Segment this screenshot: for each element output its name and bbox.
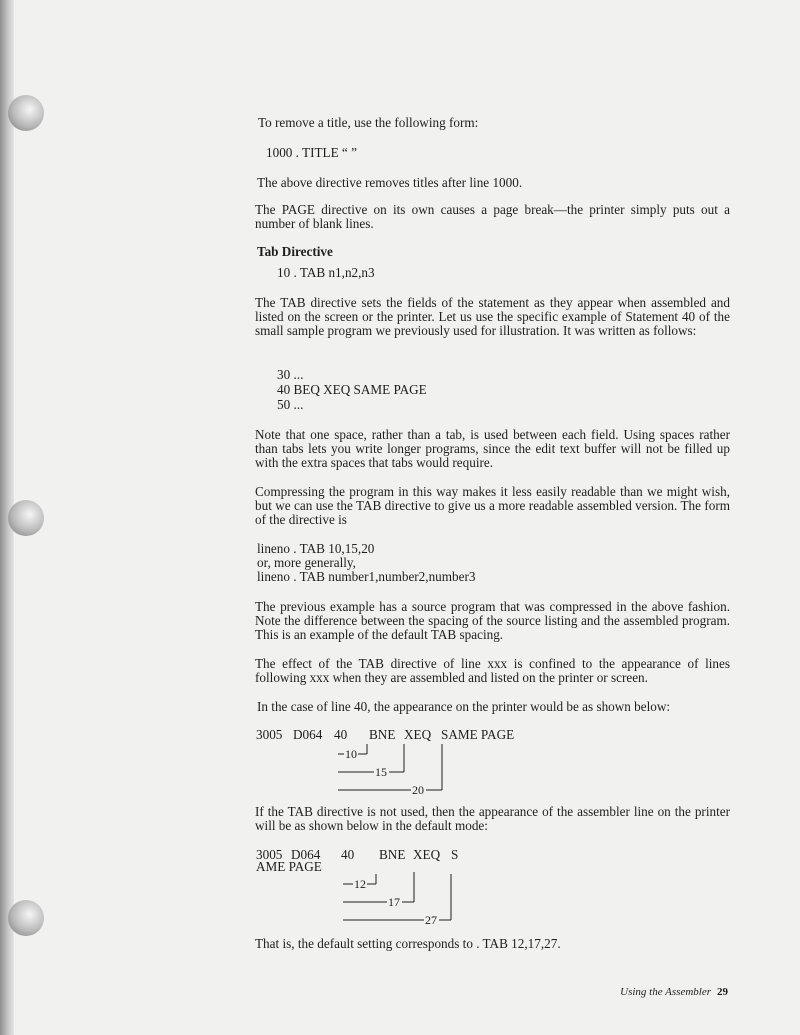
ex2-field: BNE: [379, 847, 406, 862]
paragraph-previous-example: The previous example has a source program that was compressed in the above fashion. Note the difference between the spacing of the source listing and the assembled program. This is an example of the default TAB spacing.: [255, 599, 730, 642]
ex2-wrapped-line: AME PAGE: [256, 859, 322, 874]
page-footer: [620, 986, 728, 998]
tab-mark-20: 20: [412, 783, 424, 797]
binder-hole-top: [8, 95, 44, 131]
tab-mark-17: 17: [388, 895, 400, 909]
directive-form-line: or, more generally,: [257, 555, 356, 570]
ex1-field: D064: [293, 727, 323, 742]
paragraph-case-line-40: In the case of line 40, the appearance on the printer would be as shown below:: [257, 699, 671, 714]
paragraph-page-directive: The PAGE directive on its own causes a page break—the printer simply puts out a number of blank lines.: [255, 202, 730, 231]
ex1-field: 40: [334, 727, 348, 742]
paragraph-compressing: Compressing the program in this way makes it less easily readable than we might wish, but we can use the TAB directive to give us a more readable assembled version. The form of the directive is: [255, 484, 730, 527]
code-title-example: 1000 . TITLE “ ”: [266, 145, 357, 160]
ex2-field: 3005: [256, 847, 283, 862]
section-heading: Tab Directive: [257, 244, 333, 259]
paragraph-tab-intro: The TAB directive sets the fields of the statement as they appear when assembled and listed on the screen or the printer. Let us use the specific example of Statement 40 of the small sample program we previously used for illustration. It was written as follows:: [255, 295, 730, 338]
ex2-field: XEQ: [413, 847, 441, 862]
paragraph-remove-title: To remove a title, use the following form:: [258, 115, 479, 130]
paragraph-effect: The effect of the TAB directive of line xxx is confined to the appearance of lines following xxx when they are assembled and listed on the printer or screen.: [255, 656, 730, 685]
ex2-field: S: [451, 847, 459, 862]
tab-mark-12: 12: [354, 877, 366, 891]
tab-bracket-diagram-1: [334, 742, 454, 797]
binder-hole-bottom: [8, 900, 44, 936]
tab-mark-15: 15: [375, 765, 387, 779]
running-footer-title: Using the Assembler: [620, 986, 711, 998]
ex1-field: SAME PAGE: [441, 727, 515, 742]
paragraph-tab-not-used: If the TAB directive is not used, then the appearance of the assembler line on the printer will be as shown below in the default mode:: [255, 804, 730, 833]
ex2-field: D064: [291, 847, 321, 862]
code-tab-syntax: 10 . TAB n1,n2,n3: [277, 265, 375, 280]
paragraph-default-setting: That is, the default setting corresponds to . TAB 12,17,27.: [255, 936, 561, 951]
directive-form-line: lineno . TAB number1,number2,number3: [257, 569, 476, 584]
ex1-field: 3005: [256, 727, 283, 742]
page-number: 29: [717, 986, 728, 998]
tab-bracket-diagram-2: [340, 866, 470, 930]
listing-line: 40 BEQ XEQ SAME PAGE: [277, 382, 427, 397]
ex1-field: BNE: [369, 727, 396, 742]
paragraph-removes-titles: The above directive removes titles after line 1000.: [257, 175, 523, 190]
tab-mark-27: 27: [425, 913, 437, 927]
listing-line: 50 ...: [277, 397, 304, 412]
binder-hole-middle: [8, 500, 44, 536]
directive-form-line: lineno . TAB 10,15,20: [257, 541, 375, 556]
tab-mark-10: 10: [345, 747, 357, 761]
ex1-field: XEQ: [404, 727, 432, 742]
paragraph-spaces-note: Note that one space, rather than a tab, is used between each field. Using spaces rather than tabs lets you write longer programs, since the edit text buffer will not be filled up with the extra spaces that tabs would require.: [255, 427, 730, 470]
ex2-field: 40: [341, 847, 355, 862]
listing-line: 30 ...: [277, 367, 304, 382]
